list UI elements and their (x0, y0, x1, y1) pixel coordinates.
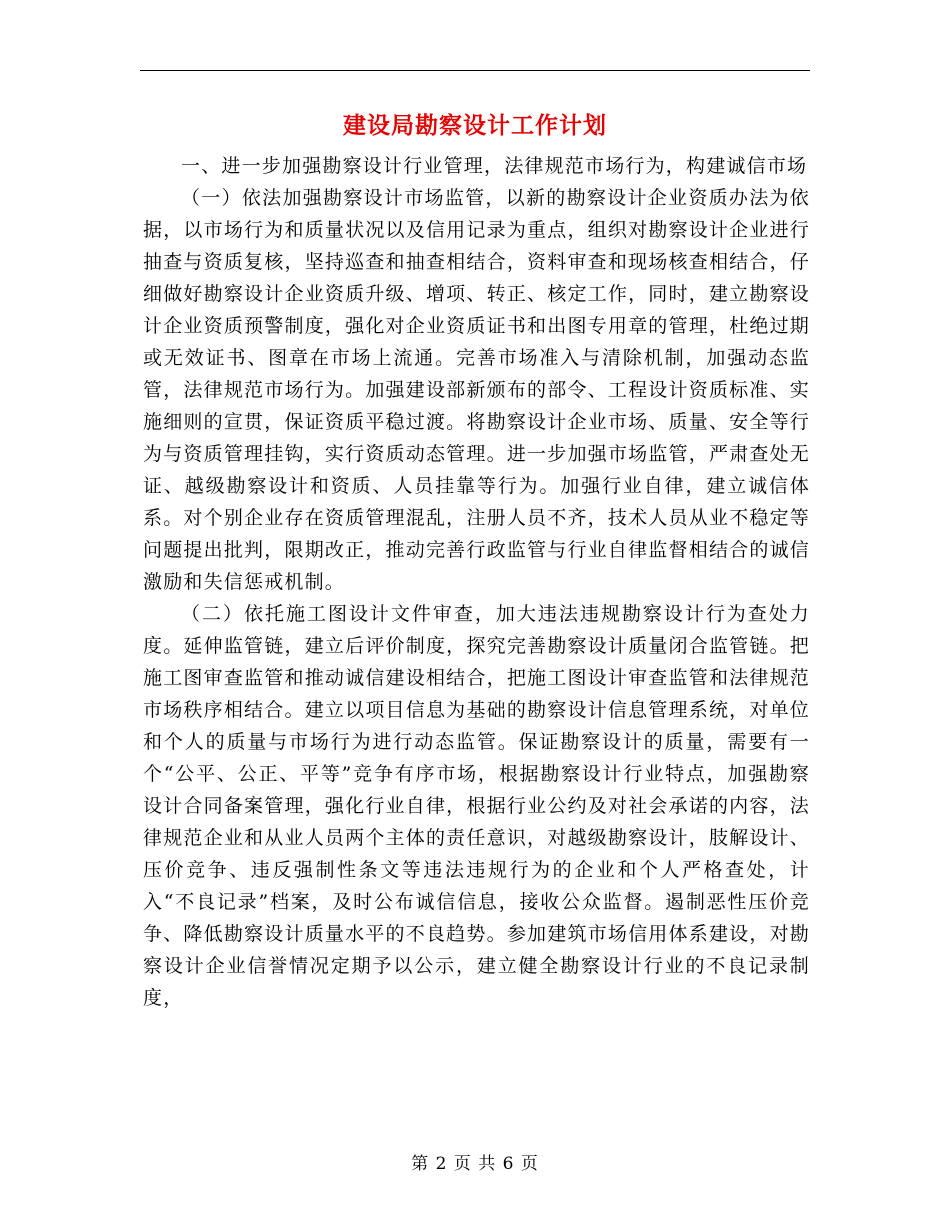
section-heading: 一、进一步加强勘察设计行业管理，法律规范市场行为，构建诚信市场 (181, 155, 808, 177)
page-number-footer: 第 2 页 共 6 页 (411, 1154, 539, 1174)
document-body (143, 150, 810, 1014)
paragraph: （二）依托施工图设计文件审查，加大违法违规勘察设计行为查处力度。延伸监管链，建立后评价制度，探究完善勘察设计质量闭合监管链。把施工图审查监管和推动诚信建设相结合，把施工图设计审查监管和法律规范市场秩序相结合。建立以项目信息为基础的勘察设计信息管理系统，对单位和个人的质量与市场行为进行动态监管。保证勘察设计的质量，需要有一个“公平、公正、平等”竞争有序市场，根据勘察设计行业特点，加强勘察设计合同备案管理，强化行业自律，根据行业公约及对社会承诺的内容，法律规范企业和从业人员两个主体的责任意识，对越级勘察设计，肢解设计、压价竞争、违反强制性条文等违法违规行为的企业和个人严格查处，计入“不良记录”档案，及时公布诚信信息，接收公众监督。遏制恶性压价竞争、降低勘察设计质量水平的不良趋势。参加建筑市场信用体系建设，对勘察设计企业信誉情况定期予以公示，建立健全勘察设计行业的不良记录制度， (143, 603, 810, 1009)
header-rule (140, 70, 810, 71)
document-title: 建设局勘察设计工作计划 (343, 112, 607, 139)
paragraph: （一）依法加强勘察设计市场监管，以新的勘察设计企业资质办法为依据，以市场行为和质量状况以及信用记录为重点，组织对勘察设计企业进行抽查与资质复核，坚持巡查和抽查相结合，资料审查和现场核查相结合，仔细做好勘察设计企业资质升级、增项、转正、核定工作，同时，建立勘察设计企业资质预警制度，强化对企业资质证书和出图专用章的管理，杜绝过期或无效证书、图章在市场上流通。完善市场准入与清除机制，加强动态监管，法律规范市场行为。加强建设部新颁布的部令、工程设计资质标准、实施细则的宣贯，保证资质平稳过渡。将勘察设计企业市场、质量、安全等行为与资质管理挂钩，实行资质动态管理。进一步加强市场监管，严肃查处无证、越级勘察设计和资质、人员挂靠等行为。加强行业自律，建立诚信体系。对个别企业存在资质管理混乱，注册人员不齐，技术人员从业不稳定等问题提出批判，限期改正，推动完善行政监管与行业自律监督相结合的诚信激励和失信惩戒机制。 (143, 187, 810, 593)
